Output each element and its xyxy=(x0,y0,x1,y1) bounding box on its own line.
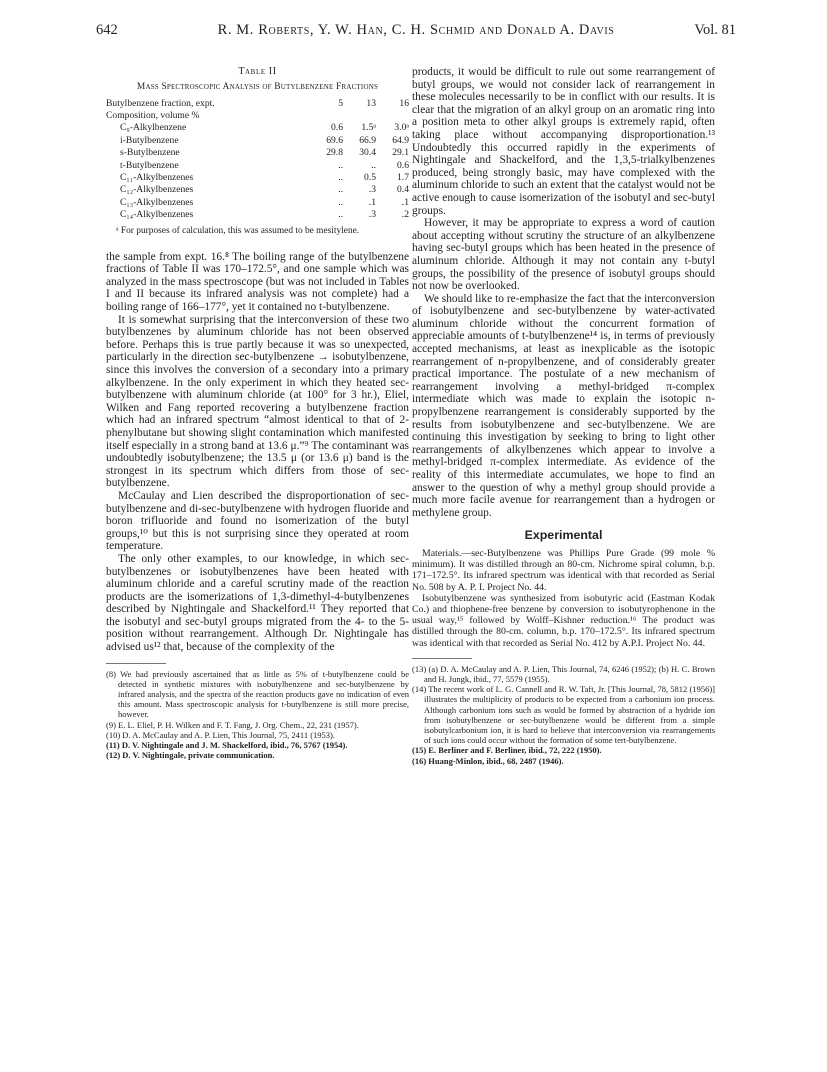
table-header-label: Butylbenzene fraction, expt. xyxy=(106,97,215,109)
footnote-rule xyxy=(106,663,166,664)
right-body-text xyxy=(412,66,715,519)
body-paragraph: We should like to re-emphasize the fact that the interconversion of isobutylbenzene and sec-butylbenzene by water-activated aluminum chloride without the concurrent formation of appreciable amounts of t-butylbenzene¹⁴ is, in terms of previously accepted mechanisms, at least as inexplicable as the isotopic rearrangement of n-propylbenzene, and of considerably greater practical importance. The postulate of a new mechanism of rearrangement involving a methyl-bridged π-complex intermediate which was made to explain the isotopic n-propylbenzene rearrangement is considerably supported by the results from isobutylbenzene and sec-butylbenzene. We are continuing this investigation by seeking to bring to light other rearrangements of alkylbenzenes which appear to involve a methyl-bridged π-complex intermediate. As evidence of the reality of this intermediate accumulates, we hope to find an answer to the question of why a methyl group should provide a much more facile avenue for rearrangement than a hydrogen or methylene group. xyxy=(412,292,715,519)
table-cell: 30.4 xyxy=(359,147,376,159)
table-number: Table II xyxy=(238,66,277,77)
table-row xyxy=(106,147,409,159)
table-cell: .1 xyxy=(401,196,409,208)
table-cell: .3 xyxy=(368,209,376,221)
table-row xyxy=(106,160,409,172)
body-paragraph: However, it may be appropriate to express a word of caution about accepting without scrutiny the structure of an alkylbenzene having sec-butyl groups which has been heated in the presence of aluminum chloride. Although it may not contain any t-butyl groups, the possibility of the presence of isobutyl groups should not now be overlooked. xyxy=(412,217,715,293)
table-row xyxy=(106,172,409,184)
table-header-cell: 13 xyxy=(366,97,376,109)
table-group-row xyxy=(106,110,409,122)
body-paragraph: products, it would be difficult to rule out some rearrangement of butyl groups, we would not consider lack of rearrangement in these molecules necessarily to be in conflict with our results. It is clear that the migration of an alkyl group on an aromatic ring into a position meta to other alkyl groups is extremely rapid, often taking place without accompanying disproportionation.¹³ Undoubtedly this occurred rapidly in the experiments of Nightingale and Shackelford, and the 1,3,5-trialkylbenzenes produced, being strongly basic, may have complexed with the aluminum chloride to such an extent that the catalyst would not be active enough to cause isomerization of the isobutyl and sec-butyl groups. xyxy=(412,66,715,217)
body-paragraph: It is somewhat surprising that the interconversion of these two butylbenzenes by aluminum chloride has not been observed before. Perhaps this is true partly because it was so unexpected, particularly in the direction sec-butylbenzene → isobutylbenzene, since this involves the conversion of a secondary into a primary alkylbenzene. In the only experiment in which they heated sec-butylbenzene with aluminum chloride (at 100° for 3 hr.), Eliel, Wilken and Fang reported recovering a butylbenzene fraction which had an infrared spectrum “almost identical to that of 2-phenylbutane but showing slight contamination which manifested itself especially in a strong band at 13.6 μ.”⁹ The contaminant was undoubtedly isobutylbenzene; the 13.5 μ (or 13.6 μ) band is the strongest in its spectrum which differs from those of sec-butylbenzene. xyxy=(106,313,409,490)
table-cell: 3.0ᵃ xyxy=(394,122,409,134)
table-cell: 0.5 xyxy=(364,172,376,184)
footnote: (8) We had previously ascertained that as little as 5% of t-butylbenzene could be detected in synthetic mixtures with isobutylbenzene and sec-butylbenzene by infrared analysis, and the spectra of the reaction products gave no indication of even this amount. Mass spectroscopic analysis for t-butylbenzene is still more precise, however. xyxy=(106,668,409,720)
table-row xyxy=(106,197,409,209)
table-header-row xyxy=(106,98,409,110)
table-cell: 0.6 xyxy=(397,159,409,171)
footnote: (11) D. V. Nightingale and J. M. Shackelford, ibid., 76, 5767 (1954). xyxy=(106,740,348,751)
table-row-label: C₁₃-Alkylbenzenes xyxy=(120,196,194,208)
table-header-cell: 5 xyxy=(338,97,343,109)
footnote: (16) Huang-Minlon, ibid., 68, 2487 (1946). xyxy=(412,755,564,766)
footnote: (14) The recent work of L. G. Cannell and R. W. Taft, Jr. [This Journal, 78, 5812 (1956)] illustrates the multiplicity of products to be expected from a carbonium ion process. Although carbonium ions such as would be formed by abstraction of a hydride ion from isobutylbenzene or sec-butylbenzene would be different from a simple isobutylcarbonium ion, it is hard to believe that interconversion via rearrangements of such ions could occur without the formation of some tert-butylbenzene. xyxy=(412,684,715,746)
table-cell: 69.6 xyxy=(326,134,343,146)
experimental-paragraph: Materials.—sec-Butylbenzene was Phillips Pure Grade (99 mole % minimum). It was distilled through an 80-cm. Nichrome spiral column, b.p. 171–172.5°. Its infrared spectrum was identical with that recorded as Serial No. 508 by A. P. I. Project No. 44. xyxy=(412,547,715,593)
table-cell: .. xyxy=(338,172,343,184)
table-cell: .1 xyxy=(368,196,376,208)
running-authors: R. M. Roberts, Y. W. Han, C. H. Schmid and Donald A. Davis xyxy=(217,22,615,38)
table-row xyxy=(106,209,409,221)
left-body-text xyxy=(106,251,409,654)
table-footnote: ᵃ For purposes of calculation, this was assumed to be mesitylene. xyxy=(116,225,360,236)
table-row-label: i-Butylbenzene xyxy=(120,134,179,146)
table-row-label: s-Butylbenzene xyxy=(120,147,180,159)
body-paragraph: McCaulay and Lien described the disproportionation of sec-butylbenzene and di-sec-butylbenzene with hydrogen fluoride and boron trifluoride and found no isomerization of the butyl groups,¹⁰ but this is not surprising since they operated at room temperature. xyxy=(106,489,409,553)
page-number: 642 xyxy=(96,22,118,38)
table-header-cell: 16 xyxy=(399,97,409,109)
table-cell: 29.1 xyxy=(392,147,409,159)
running-header xyxy=(96,22,736,44)
butylbenzene-table xyxy=(106,98,409,222)
experimental-heading: Experimental xyxy=(524,528,603,543)
table-row xyxy=(106,122,409,134)
table-cell: .2 xyxy=(401,209,409,221)
table-cell: .. xyxy=(338,196,343,208)
experimental-text xyxy=(412,548,715,649)
footnote: (12) D. V. Nightingale, private communication. xyxy=(106,750,275,761)
table-title: Mass Spectroscopic Analysis of Butylbenzene Fractions xyxy=(136,81,379,92)
table-cell: .. xyxy=(338,184,343,196)
footnote: (13) (a) D. A. McCaulay and A. P. Lien, This Journal, 74, 6246 (1952); (b) H. C. Brown and H. Jungk, ibid., 77, 5579 (1955). xyxy=(412,663,715,684)
footnote: (15) E. Berliner and F. Berliner, ibid., 72, 222 (1950). xyxy=(412,745,602,756)
footnote: (9) E. L. Eliel, P. H. Wilken and F. T. Fang, J. Org. Chem., 22, 231 (1957). xyxy=(106,719,359,730)
table-row-label: t-Butylbenzene xyxy=(120,159,179,171)
experimental-paragraph: Isobutylbenzene was synthesized from isobutyric acid (Eastman Kodak Co.) and thiophene-free benzene by conversion to isobutyrophenone in the usual way,¹⁵ followed by Wolff–Kishner reduction.¹⁶ The product was distilled through the 80-cm. column, b.p. 170–172.5°. Its infrared spectrum was identical with that recorded as Serial No. 412 by A.P.I. Project No. 44. xyxy=(412,592,715,649)
table-cell: 0.6 xyxy=(331,122,343,134)
body-paragraph: the sample from expt. 16.⁸ The boiling range of the butylbenzene fractions of Table II was 170–172.5°, and one sample which was analyzed in the mass spectroscope (but was not included in Tables I and II because its infrared analysis was not complete) had a boiling range of 166–177°, yet it contained no t-butylbenzene. xyxy=(106,250,409,314)
table-cell: .3 xyxy=(368,184,376,196)
body-paragraph: The only other examples, to our knowledge, in which sec-butylbenzenes or isobutylbenzenes have been heated with aluminum chloride and a careful scrutiny made of the reaction products are the isomerizations of 1,3-dimethyl-4-butylbenzenes described by Nightingale and Shackelford.¹¹ They reported that the isobutyl and sec-butyl groups migrated from the 4- to the 5-position without rearrangement. Although Dr. Nightingale has advised us¹² that, because of the complexity of the xyxy=(106,552,409,654)
left-column xyxy=(106,66,409,760)
table-group-label: Composition, volume % xyxy=(106,110,200,121)
footnote-rule xyxy=(412,658,472,659)
table-cell: .. xyxy=(338,159,343,171)
volume-label: Vol. 81 xyxy=(694,22,736,38)
table-cell: 64.9 xyxy=(392,134,409,146)
table-cell: 0.4 xyxy=(397,184,409,196)
table-cell: .. xyxy=(371,159,376,171)
table-cell: 66.9 xyxy=(359,134,376,146)
table-row xyxy=(106,135,409,147)
right-column xyxy=(412,66,715,766)
table-cell: .. xyxy=(338,209,343,221)
table-row-label: C₉-Alkylbenzene xyxy=(120,122,187,134)
table-row xyxy=(106,184,409,196)
table-cell: 29.8 xyxy=(326,147,343,159)
table-row-label: C₁₂-Alkylbenzenes xyxy=(120,184,194,196)
table-row-label: C₁₁-Alkylbenzenes xyxy=(120,172,194,184)
right-footnotes xyxy=(412,664,715,766)
footnote: (10) D. A. McCaulay and A. P. Lien, This Journal, 75, 2411 (1953). xyxy=(106,729,336,740)
left-footnotes xyxy=(106,669,409,761)
table-row-label: C₁₄-Alkylbenzenes xyxy=(120,209,194,221)
table-cell: 1.7 xyxy=(397,172,409,184)
table-cell: 1.5ᵃ xyxy=(361,122,376,134)
